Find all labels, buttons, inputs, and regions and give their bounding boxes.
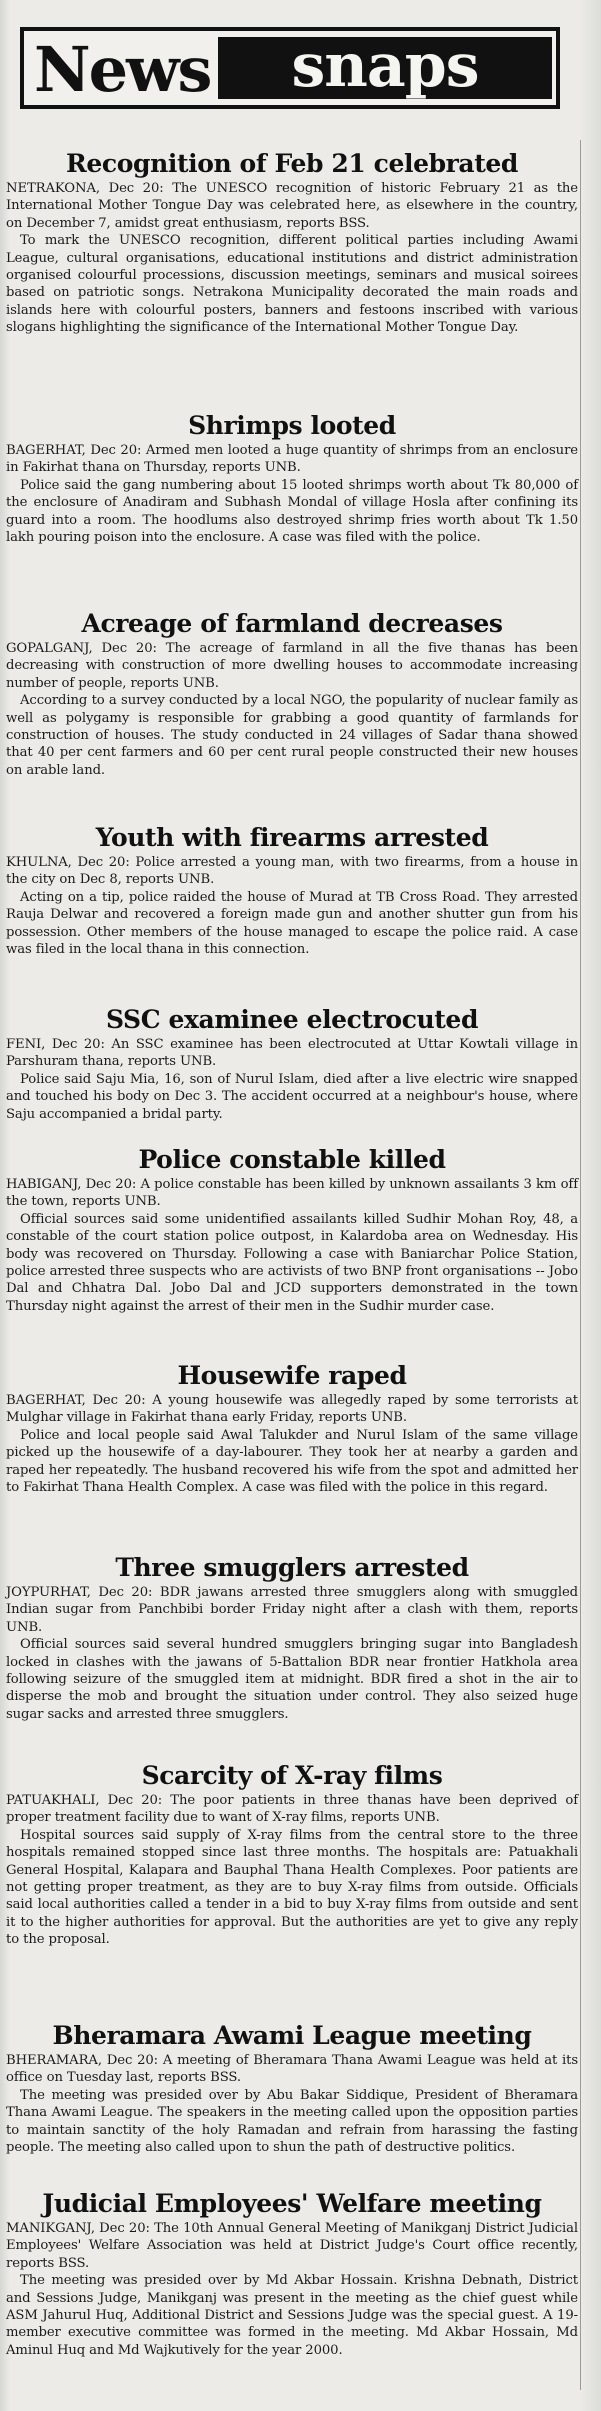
story-headline: Police constable killed <box>138 1145 446 1174</box>
banner-word-snaps: snaps <box>291 31 479 101</box>
column-rule <box>580 140 581 2390</box>
story-paragraph: Acting on a tip, police raided the house of Murad at TB Cross Road. They arrested Rauja Delwar and recovered a foreign made gun and another shutter gun from his possession. Other members of the house managed to escape the police raid. A case was filed in the local thana in this connection. <box>6 889 578 958</box>
story-judicial <box>6 2188 578 2359</box>
story-firearms <box>6 822 578 958</box>
story-paragraph: NETRAKONA, Dec 20: The UNESCO recognition of historic February 21 as the International Mother Tongue Day was celebrated here, as elsewhere in the country, on December 7, amidst great enthusiasm, reports BSS. <box>6 181 578 231</box>
story-headline: Three smugglers arrested <box>115 1553 469 1582</box>
story-farmland <box>6 608 578 779</box>
story-shrimps <box>6 410 578 546</box>
story-headline: Scarcity of X-ray films <box>141 1761 443 1790</box>
story-paragraph: To mark the UNESCO recognition, different political parties including Awami League, cultural organisations, educational institutions and district administration organised colourful processions, discussion meetings, seminars and musical soirees based on patriotic songs. Netrakona Municipality decorated the main roads and islands here with colourful posters, banners and festoons inscribed with various slogans highlighting the significance of the International Mother Tongue Day. <box>6 233 578 336</box>
story-headline: Recognition of Feb 21 celebrated <box>66 149 518 178</box>
banner-word-news: News <box>34 33 211 106</box>
story-paragraph: JOYPURHAT, Dec 20: BDR jawans arrested three smugglers along with smuggled Indian sugar from Panchbibi border Friday night after a clash with them, reports UNB. <box>6 1585 578 1635</box>
story-headline: Acreage of farmland decreases <box>81 609 503 638</box>
story-paragraph: According to a survey conducted by a local NGO, the popularity of nuclear family as well as polygamy is responsible for grabbing a good quantity of farmlands for construction of houses. The study conducted in 24 villages of Sadar thana showed that 40 per cent farmers and 60 per cent rural people constructed their new houses on arable land. <box>6 693 578 778</box>
story-electrocuted <box>6 1004 578 1123</box>
story-constable <box>6 1144 578 1315</box>
story-paragraph: BAGERHAT, Dec 20: Armed men looted a huge quantity of shrimps from an enclosure in Fakirhat thana on Thursday, reports UNB. <box>6 443 578 476</box>
story-paragraph: Official sources said some unidentified assailants killed Sudhir Mohan Roy, 48, a constable of the court station police outpost, in Kalardoba area on Wednesday. His body was recovered on Thursday. Following a case with Baniarchar Police Station, police arrested three suspects who are activists of two BNP front organisations -- Jobo Dal and Chhatra Dal. Jobo Dal and JCD supporters demonstrated in the town Thursday night against the arrest of their men in the Sudhir murder case. <box>6 1211 578 1314</box>
story-paragraph: Police said the gang numbering about 15 looted shrimps worth about Tk 80,000 of the enclosure of Anadiram and Subhash Mondal of village Hosla after confining its guard into a room. The hoodlums also destroyed shrimp fries worth about Tk 1.50 lakh pouring poison into the enclosure. A case was filed with the police. <box>6 477 578 546</box>
story-headline: Youth with firearms arrested <box>95 823 489 852</box>
story-headline: Housewife raped <box>177 1361 407 1390</box>
story-paragraph: GOPALGANJ, Dec 20: The acreage of farmland in all the five thanas has been decreasing with construction of more dwelling houses to accommodate increasing number of people, reports UNB. <box>6 641 578 691</box>
story-smugglers <box>6 1552 578 1723</box>
story-paragraph: Hospital sources said supply of X-ray films from the central store to the three hospitals remained stopped since last three months. The hospitals are: Patuakhali General Hospital, Kalapara and Bauphal Thana Health Complexes. Poor patients are not getting proper treatment, as they are to buy X-ray films from outside. Officials said local authorities called a tender in a bid to buy X-ray films from outside and sent it to the higher authorities for approval. But the authorities are yet to give any reply to the proposal. <box>6 1827 578 1948</box>
story-paragraph: PATUAKHALI, Dec 20: The poor patients in three thanas have been deprived of proper treatment facility due to want of X-ray films, reports UNB. <box>6 1793 578 1826</box>
story-xray <box>6 1760 578 1949</box>
story-paragraph: The meeting was presided over by Abu Bakar Siddique, President of Bheramara Thana Awami League. The speakers in the meeting called upon the opposition parties to maintain sanctity of the holy Ramadan and refrain from harassing the fasting people. The meeting also called upon to shun the path of destructive politics. <box>6 2087 578 2156</box>
story-feb21 <box>6 148 578 337</box>
story-housewife <box>6 1360 578 1496</box>
story-paragraph: KHULNA, Dec 20: Police arrested a young man, with two firearms, from a house in the city on Dec 8, reports UNB. <box>6 855 578 888</box>
story-paragraph: FENI, Dec 20: An SSC examinee has been electrocuted at Uttar Kowtali village in Parshuram thana, reports UNB. <box>6 1037 578 1070</box>
story-paragraph: Official sources said several hundred smugglers bringing sugar into Bangladesh locked in clashes with the jawans of 5-Battalion BDR near frontier Hatkhola area following seizure of the smuggled item at midnight. BDR fired a shot in the air to disperse the mob and brought the situation under control. They also seized huge sugar sacks and arrested three smugglers. <box>6 1637 578 1722</box>
story-headline: Shrimps looted <box>188 411 396 440</box>
story-paragraph: BHERAMARA, Dec 20: A meeting of Bheramara Thana Awami League was held at its office on Tuesday last, reports BSS. <box>6 2053 578 2086</box>
story-paragraph: The meeting was presided over by Md Akbar Hossain. Krishna Debnath, District and Sessions Judge, Manikganj was present in the meeting as the chief guest while ASM Jahurul Huq, Additional District and Sessions Judge was the special guest. A 19-member executive committee was formed in the meeting. Md Akbar Hossain, Md Aminul Huq and Md Wajkutively for the year 2000. <box>6 2273 578 2358</box>
story-paragraph: MANIKGANJ, Dec 20: The 10th Annual General Meeting of Manikganj District Judicial Employees' Welfare Association was held at District Judge's Court office recently, reports BSS. <box>6 2221 578 2271</box>
story-bheramara <box>6 2020 578 2156</box>
story-paragraph: Police said Saju Mia, 16, son of Nurul Islam, died after a live electric wire snapped and touched his body on Dec 3. The accident occurred at a neighbour's house, where Saju accompanied a bridal party. <box>6 1071 578 1122</box>
story-paragraph: Police and local people said Awal Talukder and Nurul Islam of the same village picked up the housewife of a day-labourer. They took her at nearby a garden and raped her repeatedly. The husband recovered his wife from the spot and admitted her to Fakirhat Thana Health Complex. A case was filed with the police in this regard. <box>6 1427 578 1496</box>
story-headline: Judicial Employees' Welfare meeting <box>42 2189 542 2218</box>
story-headline: SSC examinee electrocuted <box>105 1005 479 1034</box>
story-paragraph: BAGERHAT, Dec 20: A young housewife was allegedly raped by some terrorists at Mulghar village in Fakirhat thana early Friday, reports UNB. <box>6 1393 578 1426</box>
news-snaps-banner <box>20 27 560 109</box>
story-paragraph: HABIGANJ, Dec 20: A police constable has been killed by unknown assailants 3 km off the town, reports UNB. <box>6 1177 578 1210</box>
story-headline: Bheramara Awami League meeting <box>52 2021 532 2050</box>
news-column <box>6 0 578 2411</box>
